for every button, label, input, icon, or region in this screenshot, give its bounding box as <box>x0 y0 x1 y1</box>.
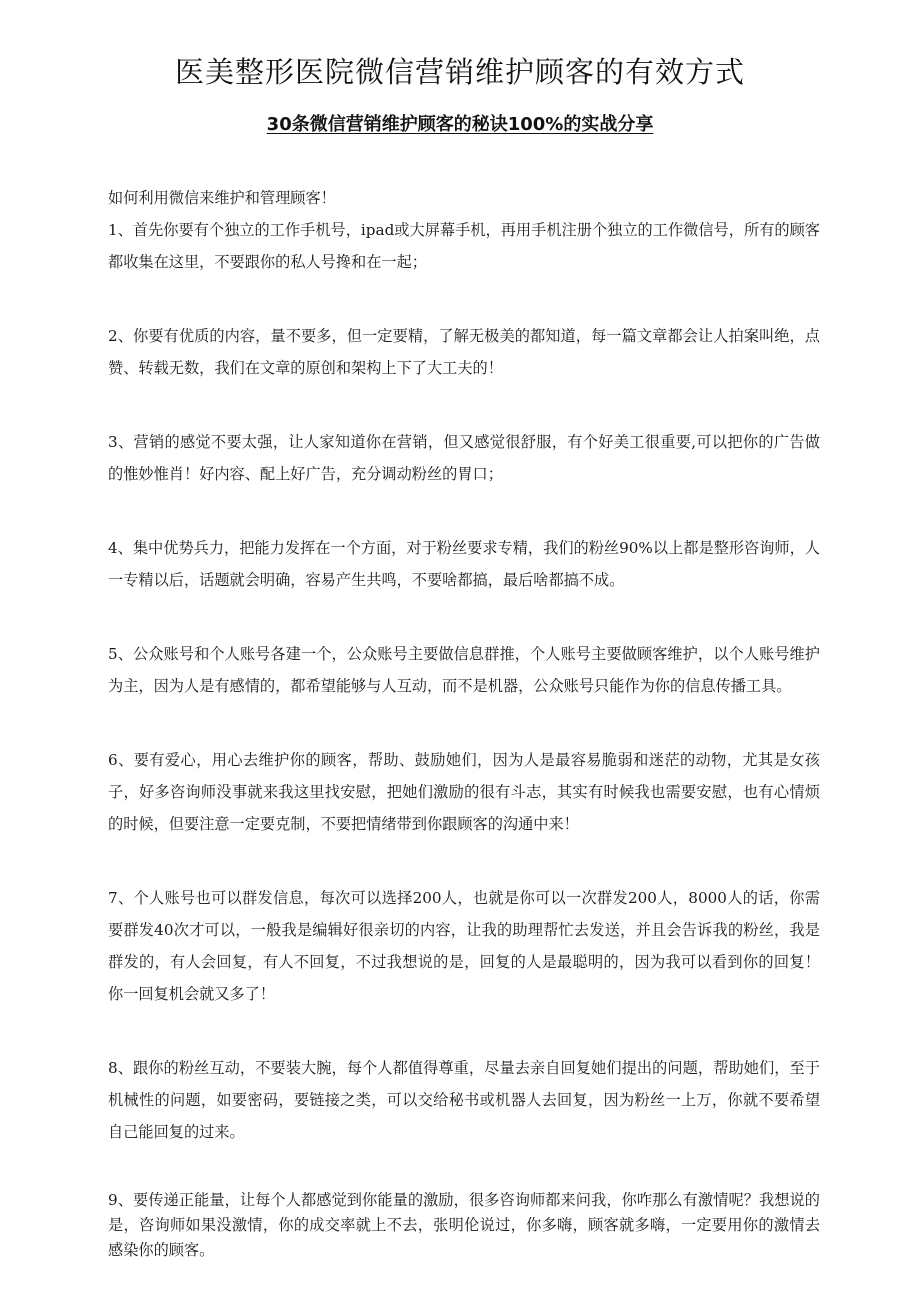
list-item-1: 1、首先你要有个独立的工作手机号，ipad或大屏幕手机，再用手机注册个独立的工作微信号，所有的顾客都收集在这里，不要跟你的私人号搀和在一起； <box>108 221 820 271</box>
list-item-6: 6、要有爱心，用心去维护你的顾客，帮助、鼓励她们，因为人是最容易脆弱和迷茫的动物，尤其是女孩子，好多咨询师没事就来我这里找安慰，把她们激励的很有斗志，其实有时候我也需要安慰，也有心情烦的时候，但要注意一定要克制，不要把情绪带到你跟顾客的沟通中来！ <box>108 751 820 833</box>
list-item-8: 8、跟你的粉丝互动，不要装大腕，每个人都值得尊重，尽量去亲自回复她们提出的问题，帮助她们，至于机械性的问题，如要密码，要链接之类，可以交给秘书或机器人去回复，因为粉丝一上万，你就不要希望自己能回复的过来。 <box>108 1059 820 1141</box>
list-item-4: 4、集中优势兵力，把能力发挥在一个方面，对于粉丝要求专精，我们的粉丝90%以上都是整形咨询师，人一专精以后，话题就会明确，容易产生共鸣，不要啥都搞，最后啥都搞不成。 <box>108 539 820 589</box>
list-item-9: 9、要传递正能量，让每个人都感觉到你能量的激励，很多咨询师都来问我，你咋那么有激情呢？我想说的是，咨询师如果没激情，你的成交率就上不去，张明伦说过，你多嗨，顾客就多嗨，一定要用你的激情去感染你的顾客。 <box>108 1191 820 1259</box>
intro-paragraph: 如何利用微信来维护和管理顾客！ <box>108 189 336 207</box>
list-item-7: 7、个人账号也可以群发信息，每次可以选择200人，也就是你可以一次群发200人，8000人的话，你需要群发40次才可以，一般我是编辑好很亲切的内容，让我的助理帮忙去发送，并且会告诉我的粉丝，我是群发的，有人会回复，有人不回复，不过我想说的是，回复的人是最聪明的，因为我可以看到你的回复！你一回复机会就又多了！ <box>108 889 820 1003</box>
list-item-2: 2、你要有优质的内容，量不要多，但一定要精，了解无极美的都知道，每一篇文章都会让人拍案叫绝，点赞、转载无数，我们在文章的原创和架构上下了大工夫的！ <box>108 327 820 377</box>
page-subtitle <box>0 110 920 136</box>
subtitle-text: 30条微信营销维护顾客的秘诀100%的实战分享 <box>266 114 654 135</box>
document-body <box>108 182 820 1305</box>
list-item-5: 5、公众账号和个人账号各建一个，公众账号主要做信息群推，个人账号主要做顾客维护，以个人账号维护为主，因为人是有感情的，都希望能够与人互动，而不是机器，公众账号只能作为你的信息传播工具。 <box>108 645 820 695</box>
list-item-3: 3、营销的感觉不要太强，让人家知道你在营销，但又感觉很舒服，有个好美工很重要,可以把你的广告做的惟妙惟肖！好内容、配上好广告，充分调动粉丝的胃口； <box>108 433 820 483</box>
page-title: 医美整形医院微信营销维护顾客的有效方式 <box>174 55 745 89</box>
